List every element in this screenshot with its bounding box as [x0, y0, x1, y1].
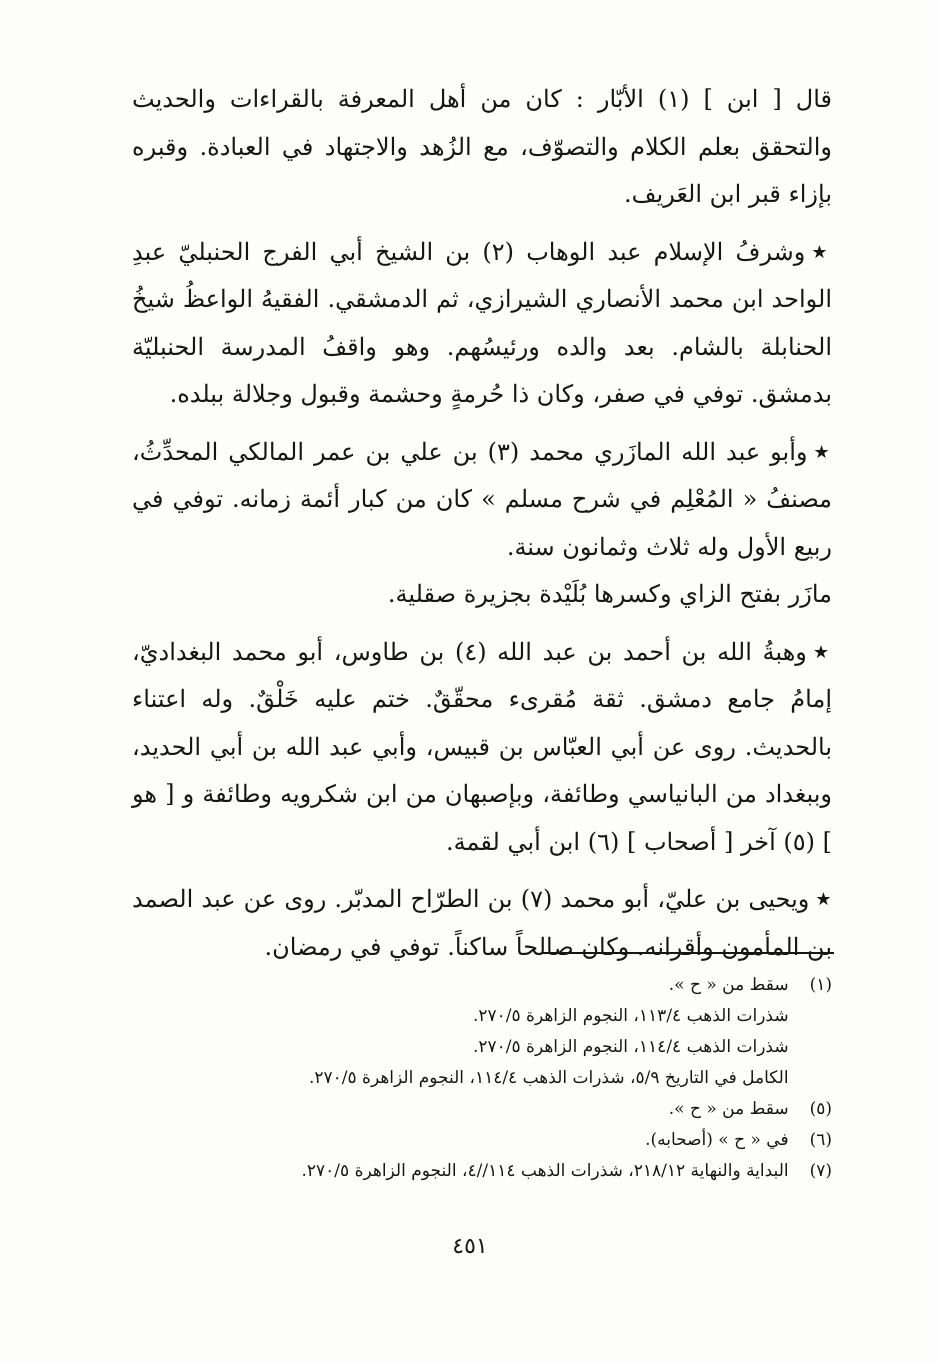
footnote-5 — [150, 1094, 832, 1125]
footnote-number: (١) — [809, 975, 832, 995]
footnote-4 — [150, 1063, 832, 1094]
star-marker-icon: ★ — [815, 889, 832, 910]
footnote-text: سقط من « ح ». — [668, 1099, 789, 1119]
entry-hibat-allah — [132, 629, 832, 867]
entry-yahya-ibn-ali — [132, 876, 832, 971]
entry-text: وشرفُ الإسلام عبد الوهاب (٢) بن الشيخ أبي الفرج الحنبليّ عبدِ الواحد ابن محمد الأنصاري الشيرازي، ثم الدمشقي. الفقيهُ الواعظُ شيخُ الحنابلة بالشام. بعد والده ورئيسُهم. وهو واقفُ المدرسة الحنبليّة بدمشق. توفي في صفر، وكان ذا حُرمةٍ وحشمة وقبول وجلالة ببلده. — [132, 237, 832, 408]
footnote-number: (٧) — [809, 1161, 832, 1181]
entry-abd-al-wahhab — [132, 229, 832, 419]
footnote-6 — [150, 1125, 832, 1156]
entry-text: ويحيى بن عليّ، أبو محمد (٧) بن الطرّاح المدبّر. روى عن عبد الصمد بن المأمون وأقرانه. وكان صالحاً ساكناً. توفي في رمضان. — [132, 885, 832, 961]
footnote-2 — [150, 1001, 832, 1032]
footnote-text: في « ح » (أصحابه). — [645, 1130, 789, 1150]
main-text — [132, 76, 832, 971]
paragraph-text: قال [ ابن ] (١) الأبّار : كان من أهل المعرفة بالقراءات والحديث والتحقق بعلم الكلام والتصوّف، مع الزُهد والاجتهاد في العبادة. وقبره بإزاء قبر ابن العَريف. — [132, 85, 832, 208]
footnote-text: شذرات الذهب ١١٣/٤، النجوم الزاهرة ٢٧٠/٥. — [472, 1006, 789, 1026]
footnote-number: (٥) — [809, 1099, 832, 1119]
entry-text: وهبةُ الله بن أحمد بن عبد الله (٤) بن طاوس، أبو محمد البغداديّ، إمامُ جامع دمشق. ثقة مُقرىء محقّقٌ. ختم عليه خَلْقٌ. وله اعتناء بالحديث. روى عن أبي العبّاس بن قبيس، وأبي عبد الله بن أبي الحديد، وببغداد من البانياسي وطائفة، وبإصبهان من ابن شكرويه وطائفة و [ هو ] (٥) آخر [ أصحاب ] (٦) ابن أبي لقمة. — [132, 637, 832, 856]
footnotes — [150, 970, 832, 1187]
footnote-text: الكامل في التاريخ ٥/٩، شذرات الذهب ١١٤/٤، النجوم الزاهرة ٢٧٠/٥. — [308, 1068, 789, 1088]
star-marker-icon: ★ — [812, 641, 833, 663]
paragraph-text: مازَر بفتح الزاي وكسرها بُلَيْدة بجزيرة صقلية. — [387, 580, 832, 608]
footnote-7 — [150, 1156, 832, 1187]
footnote-number: (٦) — [809, 1130, 832, 1150]
entry-text: وأبو عبد الله المازَري محمد (٣) بن علي بن عمر المالكي المحدِّثُ، مصنفُ « المُعْلِم في شرح مسلم » كان من كبار أئمة زمانه. توفي في ربيع الأول وله ثلاث وثمانون سنة. — [132, 437, 833, 561]
page-number: ٤٥١ — [452, 1234, 488, 1259]
paragraph-ibn-al-abbar — [132, 76, 832, 219]
footnote-text: البداية والنهاية ٢١٨/١٢، شذرات الذهب ١١٤//٤، النجوم الزاهرة ٢٧٠/٥. — [301, 1161, 789, 1181]
footnote-1 — [150, 970, 832, 1001]
star-marker-icon: ★ — [813, 441, 833, 463]
footnote-separator — [542, 952, 834, 954]
footnote-text: شذرات الذهب ١١٤/٤، النجوم الزاهرة ٢٧٠/٥. — [472, 1037, 789, 1057]
entry-al-mazari — [132, 429, 832, 572]
footnote-3 — [150, 1032, 832, 1063]
note-mazar — [132, 571, 832, 619]
footnote-text: سقط من « ح ». — [668, 975, 789, 995]
star-marker-icon: ★ — [811, 241, 832, 263]
